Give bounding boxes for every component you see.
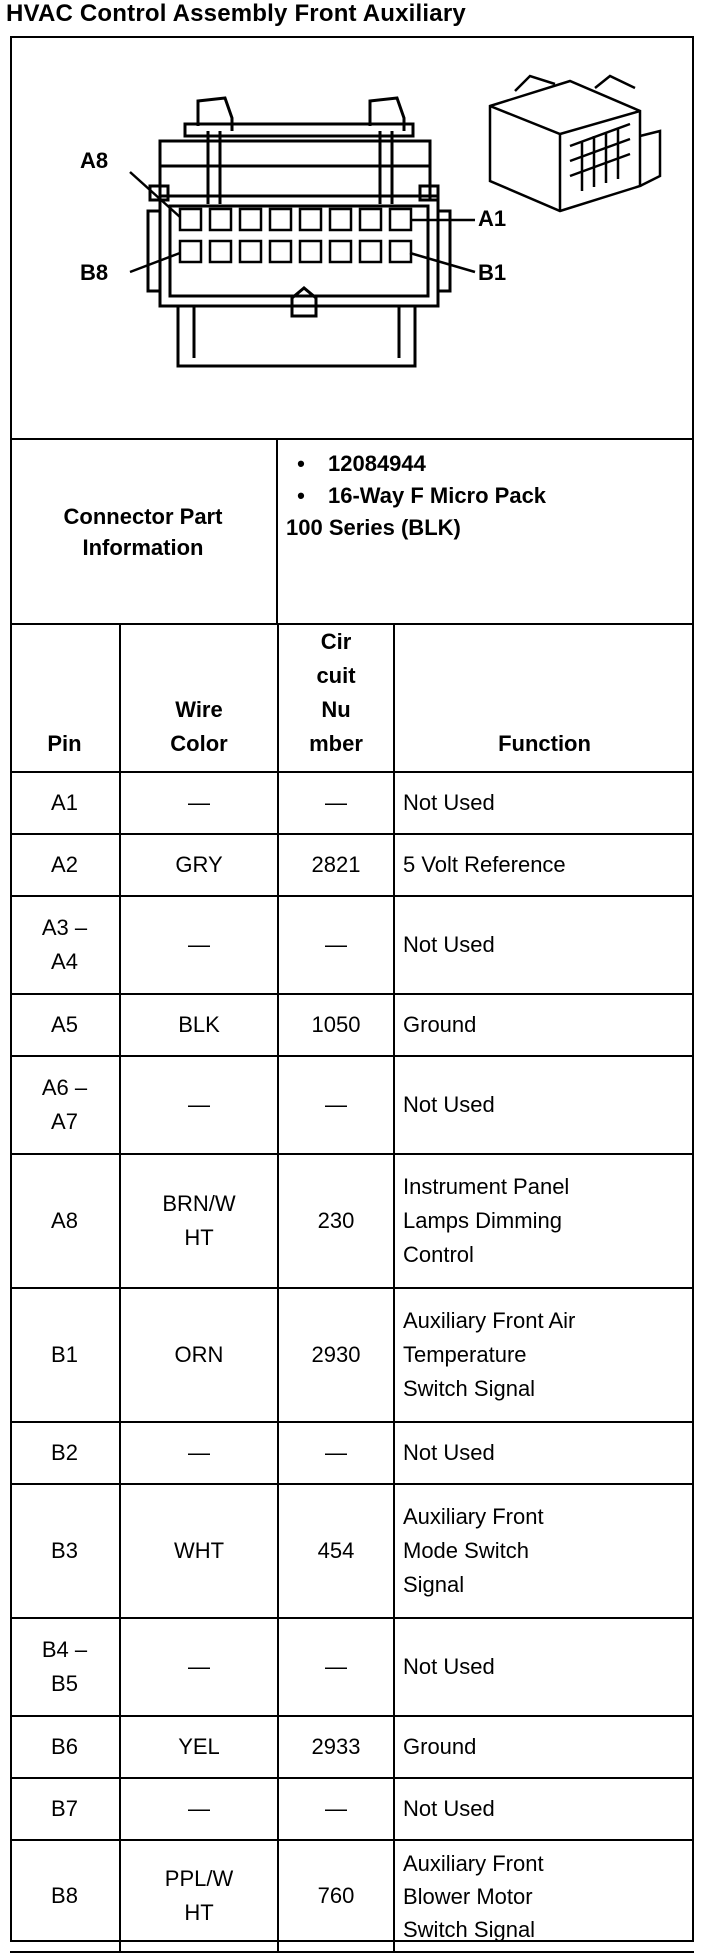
connector-info-bullet-row	[286, 480, 686, 512]
table-row	[10, 834, 694, 896]
circuit-cell: —	[278, 1618, 394, 1716]
table-row	[10, 1618, 694, 1716]
function-cell: Not Used	[394, 1618, 694, 1716]
label-b1: B1	[478, 260, 507, 285]
table-row	[10, 1154, 694, 1288]
connector-info-section	[10, 440, 694, 625]
connector-face-drawing	[10, 36, 694, 440]
function-cell: Ground	[394, 1716, 694, 1778]
header-pin: Pin	[10, 625, 120, 772]
pin-cell: A5	[10, 994, 120, 1056]
function-cell: Not Used	[394, 1422, 694, 1484]
function-cell: 5 Volt Reference	[394, 834, 694, 896]
wire-color-cell: YEL	[120, 1716, 278, 1778]
pin-cell: A1	[10, 772, 120, 834]
table-row	[10, 772, 694, 834]
function-cell: Not Used	[394, 896, 694, 994]
wire-color-cell: —	[120, 1422, 278, 1484]
wire-color-cell: —	[120, 1778, 278, 1840]
table-row	[10, 1716, 694, 1778]
label-b8: B8	[80, 260, 109, 285]
wire-color-cell: PPL/W HT	[120, 1840, 278, 1952]
circuit-cell: 2933	[278, 1716, 394, 1778]
function-cell: Auxiliary Front Mode Switch Signal	[394, 1484, 694, 1618]
connector-series: 100 Series (BLK)	[286, 515, 461, 540]
circuit-cell: —	[278, 1778, 394, 1840]
label-a8: A8	[80, 148, 109, 173]
table-row	[10, 1056, 694, 1154]
function-cell: Auxiliary Front Air Temperature Switch Signal	[394, 1288, 694, 1422]
circuit-cell: 2821	[278, 834, 394, 896]
wire-color-cell: BRN/W HT	[120, 1154, 278, 1288]
circuit-cell: 760	[278, 1840, 394, 1952]
table-row	[10, 1778, 694, 1840]
function-cell: Not Used	[394, 1056, 694, 1154]
pin-cell: B7	[10, 1778, 120, 1840]
table-row	[10, 1422, 694, 1484]
wire-color-cell: —	[120, 772, 278, 834]
connector-info-label: Connector Part Information	[10, 440, 278, 623]
pin-cell: B2	[10, 1422, 120, 1484]
table-row	[10, 1840, 694, 1952]
function-cell: Instrument Panel Lamps Dimming Control	[394, 1154, 694, 1288]
circuit-cell: 230	[278, 1154, 394, 1288]
pin-cell: B1	[10, 1288, 120, 1422]
function-cell: Not Used	[394, 772, 694, 834]
label-a1: A1	[478, 206, 507, 231]
pin-cell: A2	[10, 834, 120, 896]
wire-color-cell: —	[120, 896, 278, 994]
table-row	[10, 994, 694, 1056]
header-wire-color: Wire Color	[120, 625, 278, 772]
pin-cell: A3 – A4	[10, 896, 120, 994]
circuit-cell: 454	[278, 1484, 394, 1618]
header-function: Function	[394, 625, 694, 772]
connector-type: 16-Way F Micro Pack	[328, 483, 547, 508]
bullet-icon: •	[297, 483, 305, 508]
wire-color-cell: GRY	[120, 834, 278, 896]
part-number: 12084944	[328, 451, 426, 476]
circuit-cell: —	[278, 1422, 394, 1484]
connector-info-bullet-row	[286, 448, 686, 480]
connector-info-values	[286, 448, 686, 544]
circuit-cell: 1050	[278, 994, 394, 1056]
pinout-table	[10, 625, 694, 1953]
wire-color-cell: ORN	[120, 1288, 278, 1422]
wire-color-cell: BLK	[120, 994, 278, 1056]
circuit-cell: —	[278, 772, 394, 834]
pin-cell: A6 – A7	[10, 1056, 120, 1154]
connector-diagram	[10, 36, 694, 440]
pin-cell: B4 – B5	[10, 1618, 120, 1716]
pin-cell: A8	[10, 1154, 120, 1288]
header-circuit-number: Cir cuit Nu mber	[278, 625, 394, 772]
table-header-row	[10, 625, 694, 772]
pin-cell: B8	[10, 1840, 120, 1952]
function-cell: Not Used	[394, 1778, 694, 1840]
page-title: HVAC Control Assembly Front Auxiliary	[6, 0, 466, 27]
pin-cell: B6	[10, 1716, 120, 1778]
wire-color-cell: —	[120, 1056, 278, 1154]
circuit-cell: —	[278, 896, 394, 994]
wire-color-cell: —	[120, 1618, 278, 1716]
table-row	[10, 896, 694, 994]
function-cell: Ground	[394, 994, 694, 1056]
circuit-cell: —	[278, 1056, 394, 1154]
wire-color-cell: WHT	[120, 1484, 278, 1618]
bullet-icon: •	[297, 451, 305, 476]
table-row	[10, 1288, 694, 1422]
table-row	[10, 1484, 694, 1618]
circuit-cell: 2930	[278, 1288, 394, 1422]
function-cell: Auxiliary Front Blower Motor Switch Signal	[394, 1840, 694, 1952]
pin-cell: B3	[10, 1484, 120, 1618]
